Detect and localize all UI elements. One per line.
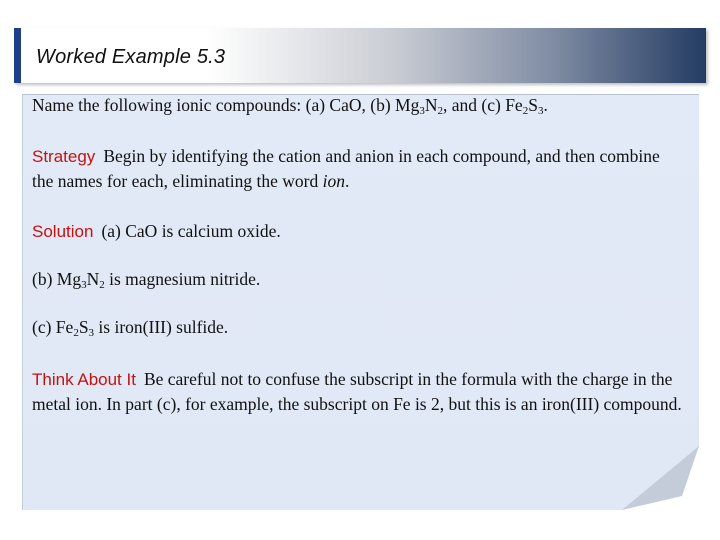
solution-label: Solution [32, 222, 94, 241]
think-about-it-paragraph: Think About It Be careful not to confuse the subscript in the formula with the charge in the metal ion. In part (c), for example, the subscript on Fe is 2, but this is an iron(III) compound. [32, 369, 682, 414]
panel-border-left [22, 94, 23, 510]
strategy-paragraph: Strategy Begin by identifying the cation and anion in each compound, and then combine the names for each, eliminating the word ion. [32, 146, 660, 191]
think-about-it-label: Think About It [32, 370, 136, 389]
page-fold-corner [622, 446, 699, 510]
solution-b: (b) $Mg_3N_2$ is magnesium nitride. [32, 269, 261, 291]
solution-a: Solution (a) CaO is calcium oxide. [32, 221, 281, 241]
title-accent-bar [14, 28, 21, 83]
problem-statement: Name the following ionic compounds: (a) CaO, (b) $Mg_3N_2$, and (c) $Fe_2S_3$. [32, 95, 548, 117]
page-title: Worked Example 5.3 [36, 46, 226, 68]
solution-c: (c) $Fe_2S_3$ is iron(III) sulfide. [32, 317, 229, 339]
strategy-label: Strategy [32, 147, 96, 166]
